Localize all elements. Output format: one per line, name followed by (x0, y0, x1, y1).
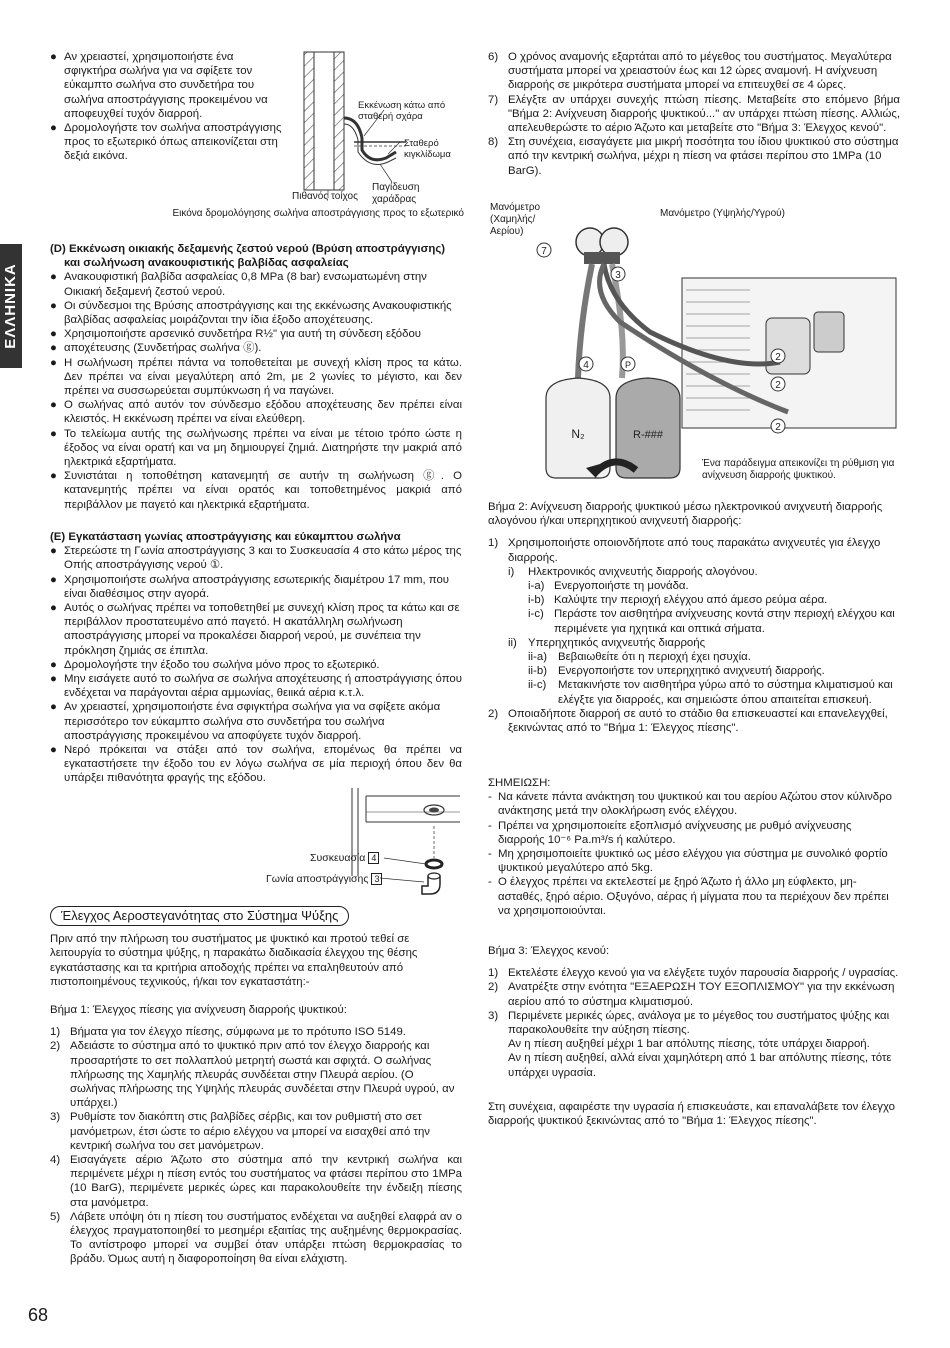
step3-item: 1) Εκτελέστε έλεγχο κενού για να ελέγξετε τυχόν παρουσία διαρροής / υγρασίας. (488, 967, 899, 980)
note-item: - Πρέπει να χρησιμοποιείτε εξοπλισμό ανίχνευσης με ρυθμό ανίχνευσης διαρροής 10⁻⁶ Pa.m³/s ή καλύτερο. (488, 819, 852, 846)
bullet-item: ● Χρησιμοποιήστε αρσενικό συνδετήρα R½" για αυτή τη σύνδεση εξόδου (50, 328, 422, 341)
step2-item: 2) Οποιαδήποτε διαρροή σε αυτό το στάδιο θα επισκευαστεί και επανελεγχθεί, ξεκινώντας από το "Βήμα 1: Έλεγχος πίεσης". (488, 707, 888, 735)
step1-item: 4) Εισαγάγετε αέριο Άζωτο στο σύστημα από την κεντρική σωλήνα και περιμένετε μέχρι η πίεση εντός του συστήματος να φτάσει περίπου στο 1MPa (10 BarG), περιμένετε μερικές ώρες και παρακολουθείτε την ένδειξη πίεσης στα μανόμετρα. (50, 1154, 462, 1209)
leak-detection-figure (530, 212, 900, 492)
step3-extra: Αν η πίεση αυξηθεί μέχρι 1 bar απόλυτης πίεσης, τότε υπάρχει διαρροή. (508, 1038, 870, 1051)
bullet-item: ● Συνιστάται η τοποθέτηση κατανεμητή σε αυτήν τη σωλήνωση ⓖ. Ο κατανεμητής πρέπει να είναι ορατός και τοποθετημένος μακριά από περιβάλλον με παγετό και ηλεκτρικά εξαρτήματα. (50, 470, 462, 511)
note-item: - Μη χρησιμοποιείτε ψυκτικό ως μέσο ελέγχου για σύστημα με συνολικό φορτίο ψυκτικού μεγαλύτερο από 5kg. (488, 848, 888, 875)
bullet-item: ● Η σωλήνωση πρέπει πάντα να τοποθετείται με συνεχή κλίση προς τα κάτω. Δεν πρέπει να είναι μεγαλύτερη από 2m, με 2 γωνίες το μέγιστο, και δεν πρέπει να συσσωρεύεται συμπύκνωση ή να παγώνει. (50, 356, 462, 398)
note-item: - Ο έλεγχος πρέπει να εκτελεστεί με ξηρό Άζωτο ή άλλο μη εύφλεκτο, μη-ασταθές, ξηρό αέριο. Οξυγόνο, αέρας ή μίγματα που τα περιέχουν δεν πρέπει να χρησιμοποιούνται. (488, 876, 889, 917)
bullet-item: ● Το τελείωμα αυτής της σωλήνωσης πρέπει να είναι με τέτοιο τρόπο ώστε η έξοδος να είναι ορατή και να μη δημιουργεί ζημιά. Διατηρήστε την μακριά από ηλεκτρικά εξαρτήματα. (50, 427, 462, 469)
bullet-item: ● Στερεώστε τη Γωνία αποστράγγισης 3 και το Συσκευασία 4 στο κάτω μέρος της Οπής αποστράγγισης νερού ①. (50, 545, 462, 572)
step3-item: 2) Ανατρέξτε στην ενότητα "ΕΞΑΕΡΩΣΗ ΤΟΥ ΕΞΟΠΛΙΣΜΟΥ" για την εκκένωση αερίου από το σύστημα κλιματισμού. (488, 981, 895, 1008)
step3-item: 3) Περιμένετε μερικές ώρες, ανάλογα με το μέγεθος του συστήματος ψύξης και παρακολουθείτε την αύξηση πίεσης. (488, 1009, 890, 1037)
packing-number-box: 4 (368, 852, 379, 864)
bullet-item: ● Αν χρειαστεί, χρησιμοποιήστε ένα σφιγκτήρα σωλήνα για να σφίξετε ακόμα περισσότερο τον εύκαμπτο σωλήνα στο συνδετήρα του σωλήνα αποστράγγισης προκειμένου να αποφύγετε τυχόν διαρροή. (50, 701, 441, 742)
elbow-number-box: 3 (371, 873, 382, 885)
step2-subitem: ii-c) Μετακινήστε τον αισθητήρα γύρω από το σύστημα κλιματισμού και ελέγξτε για διαρροές, και σημειώστε όπου απαιτείται επισκευή. (528, 679, 893, 706)
step2-subitem: i-a) Ενεργοποιήστε τη μονάδα. (528, 580, 689, 593)
bullet-item: ● Χρησιμοποιήστε σωλήνα αποστράγγισης εσωτερικής διαμέτρου 17 mm, που είναι διαθέσιμος στην αγορά. (50, 573, 450, 600)
fig3-num-7: 7 (541, 246, 547, 257)
page-number: 68 (28, 1305, 49, 1325)
fig3-r-tank: R-### (633, 429, 663, 441)
fig3-num-2b: 2 (775, 380, 781, 391)
fig3-n2-tank: N₂ (571, 427, 585, 441)
bullet-item: ● Νερό πρόκειται να στάξει από τον σωλήνα, επομένως θα πρέπει να εγκαταστήσετε την έξοδο του εν λόγω σωλήνα σε μία περιοχή όπου δεν θα υπάρξει πιθανότητα φραγής της εξόδου. (50, 744, 462, 785)
bullet-item: ● Δρομολογήστε την έξοδο του σωλήνα μόνο προς το εξωτερικό. (50, 658, 380, 671)
right-items (488, 50, 900, 178)
bullet-item: ● Οι σύνδεσμοι της Βρύσης αποστράγγισης και της εκκένωσης Ανακουφιστικής βαλβίδας ασφαλείας μοιράζονται την ίδια έξοδο αποχέτευσης. (50, 299, 452, 327)
bullet-item: ● Ανακουφιστική βαλβίδα ασφαλείας 0,8 MPa (8 bar) ενσωματωμένη στην Οικιακή δεξαμενή ζεστού νερού. (50, 271, 427, 298)
section-e-title: (E) Εγκατάσταση γωνίας αποστράγγισης και εύκαμπτου σωλήνα (50, 531, 401, 543)
fig3-num-3: 3 (615, 270, 621, 281)
fig1-trap-label: Παγίδευση χαράδρας (372, 182, 420, 205)
bullet-item: ● αποχέτευσης (Συνδετήρας σωλήνα ⓖ). (50, 342, 262, 355)
step1-item: 5) Λάβετε υπόψη ότι η πίεση του συστήματος ενδέχεται να αυξηθεί ελαφρά αν ο έλεγχος πραγματοποιηθεί το μεσημέρι εξαιτίας της αυξημένης θερμοκρασίας. Το αντίστροφο μπορεί να συμβεί όταν υπάρξει πτώση θερμοκρασίας το βράδυ. Όμως αυτή η διαφοροποίηση θα είναι ελάχιστη. (50, 1210, 462, 1266)
step1-item: 8) Στη συνέχεια, εισαγάγετε μια μικρή ποσότητα του ίδιου ψυκτικού στο σύστημα από την κεντρική σωλήνα, μέχρι η πίεση να φτάσει περίπου στο 1MPa (10 BarG). (488, 136, 899, 177)
fig3-caption: Ένα παράδειγμα απεικονίζει τη ρύθμιση για ανίχνευση διαρροής ψυκτικού. (702, 458, 895, 481)
step2-subitem: ii-a) Βεβαιωθείτε ότι η περιοχή έχει ησυχία. (528, 651, 751, 664)
language-tab: ΕΛΛΗΝΙΚΑ (0, 244, 22, 368)
note-title: ΣΗΜΕΙΩΣΗ: (488, 777, 551, 789)
section-d (50, 242, 462, 512)
bullet-item: ● Αυτός ο σωλήνας πρέπει να τοποθετηθεί με συνεχή κλίση προς τα κάτω και σε περιβάλλον προστατευμένο από παγετό. Η ακατάλληλη σωλήνωση αποστράγγισης μπορεί να προκαλέσει διαρροή νερού, με συνέπεια την πρόκληση ζημιάς σε έπιπλα. (50, 602, 460, 657)
bullet-item: ● Ο σωλήνας από αυτόν τον σύνδεσμο εξόδου αποχέτευσης δεν πρέπει είναι κλειστός. Η εκκένωση πρέπει να είναι ελεύθερη. (50, 399, 462, 426)
step2-section (488, 500, 900, 735)
step3-title: Βήμα 3: Έλεγχος κενού: (488, 945, 610, 957)
fig3-num-4: 4 (583, 360, 589, 371)
step3-extra: Αν η πίεση αυξηθεί, αλλά είναι χαμηλότερη από 1 bar απόλυτης πίεσης, τότε υπάρχει υγρασία. (508, 1052, 892, 1079)
step3-closing: Στη συνέχεια, αφαιρέστε την υγρασία ή επισκευάστε, και επαναλάβετε τον έλεγχο διαρροής ψυκτικού ξεκινώντας από το "Βήμα 1: Έλεγχος πίεσης". (488, 1100, 896, 1128)
step1-item: 6) Ο χρόνος αναμονής εξαρτάται από το μέγεθος του συστήματος. Μεγαλύτερα συστήματα μπορεί να χρειαστούν έως και 12 ώρες αναμονή. Η ανίχνευση διαρροής σε μικρότερα συστήματα μπορεί να επιτευχθεί σε 4 ώρες. (488, 51, 892, 92)
airtight-title: Έλεγχος Αεροστεγανότητας στο Σύστημα Ψύξης (50, 906, 349, 926)
step2-subitem: i-c) Περάστε τον αισθητήρα ανίχνευσης κοντά στην περιοχή ελέγχου και περιμένετε για ηχητικά και οπτικά σήματα. (528, 608, 895, 635)
step2-subitem: ii) Υπερηχητικός ανιχνευτής διαρροής (508, 636, 706, 649)
fig1-drain-label-1: Εκκένωση κάτω από (358, 100, 446, 111)
step1-title: Βήμα 1: Έλεγχος πίεσης για ανίχνευση διαρροής ψυκτικού: (50, 1004, 347, 1017)
airtight-intro: Πριν από την πλήρωση του συστήματος με ψυκτικό και προτού τεθεί σε λειτουργία το σύστημα ψύξης, η παρακάτω διαδικασία έλεγχου της θέσης εγκατάστασης και τα κριτήρια αποδοχής πρέπει να επαληθευτούν από πιστοποιημένους τεχνικούς, ή/και τον εγκαταστάτη:- (50, 933, 418, 988)
step2-title: Βήμα 2: Ανίχνευση διαρροής ψυκτικού μέσω ηλεκτρονικού ανιχνευτή διαρροής αλογόνου ή/και υπερηχητικού ανιχνευτή διαρροής: (488, 501, 883, 528)
fig1-fixed-label-2: κιγκλίδωμα (404, 149, 451, 160)
step2-subitem: i-b) Καλύψτε την περιοχή ελέγχου από άμεσο ρεύμα αέρα. (528, 594, 828, 607)
section-d-title: (D) Εκκένωση οικιακής δεξαμενής ζεστού νερού (Βρύση αποστράγγισης) (50, 243, 446, 255)
fig3-num-2a: 2 (775, 352, 781, 363)
fig1-wall-label: Πιθανός τοίχος (292, 191, 358, 202)
bullet-item: ● Μην εισάγετε αυτό το σωλήνα σε σωλήνα αποχέτευσης ή αποστράγγισης όπου ενδέχεται να παράγονται αέρια αμμωνίας, θειικά αέρια κ.τ.λ. (50, 673, 462, 700)
fig3-num-2c: 2 (775, 422, 781, 433)
gauge-high-label: Μανόμετρο (Υψηλής/Υγρού) (660, 208, 785, 219)
note-item: - Να κάνετε πάντα ανάκτηση του ψυκτικού και του αερίου Αζώτου στον κύλινδρο ανάκτησης μετά την ολοκλήρωση ενός ελέγχου. (488, 791, 892, 818)
top-bullets (50, 50, 286, 164)
elbow-label: Γωνία αποστράγγισης 3 (266, 872, 382, 886)
note-section (488, 776, 900, 918)
step2-subitem: i) Ηλεκτρονικός ανιχνευτής διαρροής αλογόνου. (508, 565, 758, 578)
fig1-drain-label-2: σταθερή σχάρα (358, 111, 423, 122)
bullet-item: ● Δρομολογήστε τον σωλήνα αποστράγγισης προς το εξωτερικό όπως απεικονίζεται στη δεξιά εικόνα. (50, 122, 282, 163)
gauge-low-label: Μανόμετρο (Χαμηλής/ Αερίου) (490, 202, 541, 237)
fig1-caption: Εικόνα δρομολόγησης σωλήνα αποστράγγισης προς το εξωτερικό (172, 208, 464, 219)
step1-item: 3) Ρυθμίστε τον διακόπτη στις βαλβίδες σέρβις, και τον ρυθμιστή στο σετ μανόμετρων, έτσι ώστε το αέριο ελέγχου να μπορεί να εισαχθεί από την κεντρική σωλήνα του σετ μανόμετρων. (50, 1111, 431, 1152)
section-d-title-2: και σωλήνωση ανακουφιστικής βαλβίδας ασφαλείας (64, 257, 349, 270)
step2-subitem: ii-b) Ενεργοποιήστε τον υπερηχητικό ανιχνευτή διαρροής. (528, 665, 825, 678)
section-e (50, 530, 462, 786)
step1-item: 2) Αδειάστε το σύστημα από το ψυκτικό πριν από τον έλεγχο διαρροής και προσαρτήστε το σετ πολλαπλού μετρητή σωστά και σφιχτά. Ο σωλήνας πλήρωσης της Χαμηλής πλευράς συνδέεται στην Πλευρά αερίου. (Ο σωλήνας πλήρωσης της Υψηλής πλευράς συνδέεται στην Πλευρά υγρού, αν υπάρχει.) (50, 1040, 455, 1110)
step1-item: 1) Βήματα για τον έλεγχο πίεσης, σύμφωνα με το πρότυπο ISO 5149. (50, 1026, 406, 1039)
fig1-fixed-label-1: Σταθερό (404, 138, 439, 149)
packing-label: Συσκευασία 4 (310, 851, 379, 865)
bullet-item: ● Αν χρειαστεί, χρησιμοποιήστε ένα σφιγκτήρα σωλήνα για να σφίξετε τον εύκαμπτο σωλήνα στο συνδετήρα του σωλήνα αποστράγγισης προκειμένου να αποφευχθεί τυχόν διαρροή. (50, 51, 268, 120)
fig3-num-p: P (624, 360, 632, 370)
step1-item: 7) Ελέγξτε αν υπάρχει συνεχής πτώση πίεσης. Μεταβείτε στο επόμενο βήμα "Βήμα 2: Ανίχνευση διαρροής ψυκτικού..." αν υπάρχει πτώση πίεσης. Αλλιώς, απελευθερώστε το αέριο Άζωτο και μεταβείτε στο "Βήμα 3: Έλεγχος κενού". (488, 93, 900, 135)
step2-item: 1) Χρησιμοποιήστε οποιονδήποτε από τους παρακάτω ανιχνευτές για έλεγχο διαρροής. (488, 537, 881, 564)
step3-section (488, 944, 900, 1128)
airtight-section (50, 906, 462, 1267)
